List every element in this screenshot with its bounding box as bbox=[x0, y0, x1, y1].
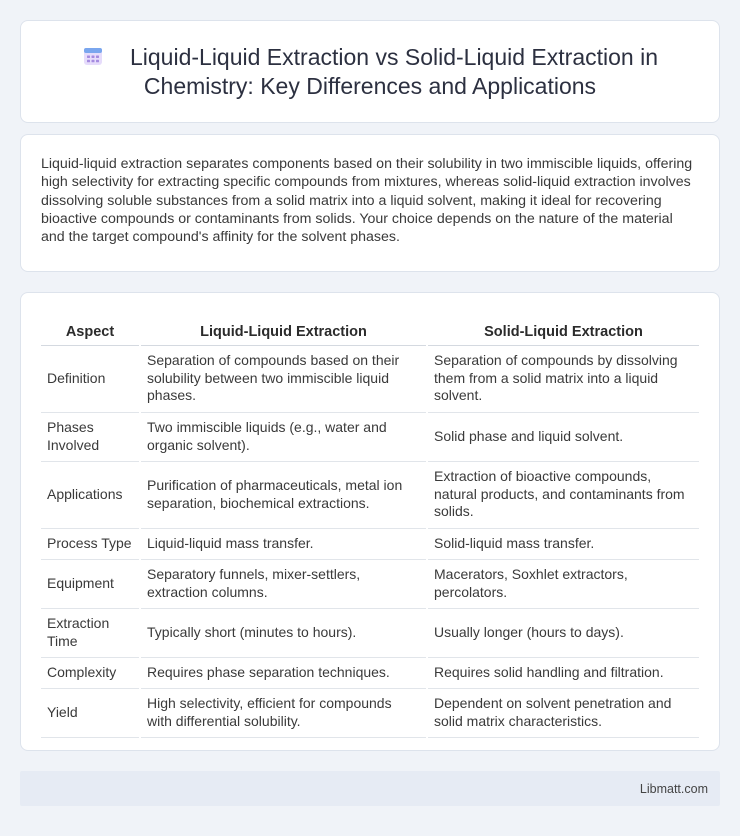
table-row bbox=[41, 688, 699, 737]
row-solid-liquid: Solid-liquid mass transfer. bbox=[427, 528, 699, 559]
row-liquid-liquid: Purification of pharmaceuticals, metal ion separation, biochemical extractions. bbox=[140, 461, 427, 528]
table-row bbox=[41, 657, 699, 688]
page-title-text: Liquid-Liquid Extraction vs Solid-Liquid Extraction in Chemistry: Key Differences and Applications bbox=[129, 43, 658, 99]
footer-site-link[interactable]: Libmatt.com bbox=[639, 781, 708, 796]
table-header-row bbox=[41, 313, 699, 345]
row-solid-liquid: Solid phase and liquid solvent. bbox=[427, 412, 699, 461]
comparison-table bbox=[41, 313, 699, 738]
row-aspect: Yield bbox=[41, 688, 140, 737]
row-liquid-liquid: Liquid-liquid mass transfer. bbox=[140, 528, 427, 559]
calendar-icon bbox=[82, 45, 104, 67]
row-liquid-liquid: Separation of compounds based on their solubility between two immiscible liquid phases. bbox=[140, 345, 427, 412]
row-solid-liquid: Usually longer (hours to days). bbox=[427, 608, 699, 657]
header-solid-liquid: Solid-Liquid Extraction bbox=[427, 313, 699, 345]
row-aspect: Definition bbox=[41, 345, 140, 412]
comparison-card bbox=[20, 292, 720, 751]
row-liquid-liquid: Requires phase separation techniques. bbox=[140, 657, 427, 688]
row-aspect: Equipment bbox=[41, 559, 140, 608]
row-aspect: Applications bbox=[41, 461, 140, 528]
row-liquid-liquid: Typically short (minutes to hours). bbox=[140, 608, 427, 657]
table-head bbox=[41, 313, 699, 345]
row-aspect: Complexity bbox=[41, 657, 140, 688]
table-body bbox=[41, 345, 699, 737]
table-row bbox=[41, 559, 699, 608]
row-aspect: Extraction Time bbox=[41, 608, 140, 657]
title-card bbox=[20, 20, 720, 123]
row-solid-liquid: Requires solid handling and filtration. bbox=[427, 657, 699, 688]
row-liquid-liquid: Separatory funnels, mixer-settlers, extraction columns. bbox=[140, 559, 427, 608]
title-wrap bbox=[21, 43, 719, 101]
intro-paragraph: Liquid-liquid extraction separates components based on their solubility in two immiscible liquids, offering high selectivity for extracting specific compounds from mixtures, whereas solid-liquid extraction involves dissolving soluble substances from a solid matrix into a liquid solvent, making it ideal for recovering bioactive compounds or contaminants from solids. Your choice depends on the nature of the material and the target compound's affinity for the solvent phases. bbox=[41, 156, 693, 246]
table-row bbox=[41, 345, 699, 412]
row-solid-liquid: Extraction of bioactive compounds, natural products, and contaminants from solids. bbox=[427, 461, 699, 528]
row-liquid-liquid: Two immiscible liquids (e.g., water and organic solvent). bbox=[140, 412, 427, 461]
row-solid-liquid: Dependent on solvent penetration and solid matrix characteristics. bbox=[427, 688, 699, 737]
table-row bbox=[41, 461, 699, 528]
table-row bbox=[41, 608, 699, 657]
table-row bbox=[41, 412, 699, 461]
header-liquid-liquid: Liquid-Liquid Extraction bbox=[140, 313, 427, 345]
table-row bbox=[41, 528, 699, 559]
row-solid-liquid: Macerators, Soxhlet extractors, percolators. bbox=[427, 559, 699, 608]
row-liquid-liquid: High selectivity, efficient for compounds with differential solubility. bbox=[140, 688, 427, 737]
header-aspect: Aspect bbox=[41, 313, 140, 345]
row-aspect: Phases Involved bbox=[41, 412, 140, 461]
footer bbox=[20, 771, 720, 806]
page-title bbox=[57, 43, 683, 101]
intro-card bbox=[20, 134, 720, 272]
row-aspect: Process Type bbox=[41, 528, 140, 559]
row-solid-liquid: Separation of compounds by dissolving them from a solid matrix into a liquid solvent. bbox=[427, 345, 699, 412]
